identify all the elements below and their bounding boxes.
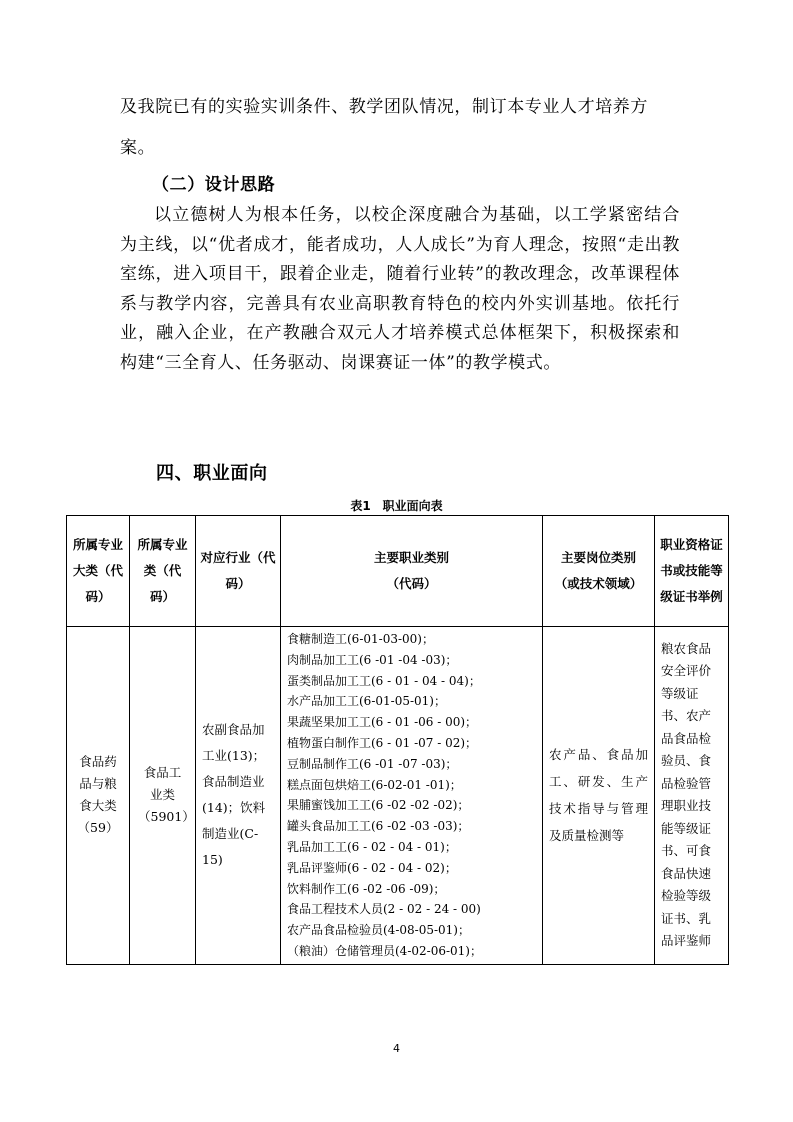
occupation-item: 罐头食品加工工(6 -02 -03 -03)； — [287, 819, 470, 834]
occupation-item: 蛋类制品加工工(6 - 01 - 04 - 04)； — [287, 673, 481, 688]
occupation-item: 果脯蜜饯加工工(6 -02 -02 -02)； — [287, 798, 470, 813]
occupation-item: 水产品加工工(6-01-05-01)； — [287, 694, 446, 709]
header-certificate: 职业资格证书或技能等级证书举例 — [655, 516, 729, 627]
occupation-item: 豆制品制作工(6 -01 -07 -03)； — [287, 756, 458, 771]
header-occupation: 主要职业类别 （代码） — [281, 516, 543, 627]
intro-line-2: 案。 — [120, 138, 156, 158]
table-row — [67, 627, 729, 965]
occupation-item: 乳品加工工(6 - 02 - 04 - 01)； — [287, 839, 457, 854]
occupation-list — [281, 627, 542, 964]
page-number: 4 — [393, 1042, 400, 1055]
header-post: 主要岗位类别 （或技术领域） — [543, 516, 655, 627]
cell-industry: 农副食品加工业(13)；食品制造业(14)；饮料制造业(C-15) — [196, 627, 281, 965]
occupation-item: 糕点面包烘焙工(6-02-01 -01)； — [287, 777, 462, 792]
design-paragraph-text: 以立德树人为根本任务，以校企深度融合为基础，以工学紧密结合为主线，以“优者成才，能者成功，人人成长”为育人理念，按照“走出教室练，进入项目干，跟着企业走，随着行业转”的教改理念，改革课程体系与教学内容，完善具有农业高职教育特色的校内外实训基地。依托行业，融入企业，在产教融合双元人才培养模式总体框架下，积极探索和构建“三全育人、任务驱动、岗课赛证一体”的教学模式。 — [120, 205, 680, 373]
occupation-item: 乳品评鉴师(6 - 02 - 04 - 02)； — [287, 860, 457, 875]
header-major-class: 所属专业类（代码） — [130, 516, 196, 627]
cell-certificates: 粮农食品安全评价等级证书、农产品食品检验员、食品检验管理职业技能等级证书、可食食品快速检验等级证书、乳品评鉴师 — [655, 627, 729, 965]
table-caption: 表1 职业面向表 — [350, 499, 443, 513]
cell-posts: 农产品、食品加工、研发、生产技术指导与管理及质量检测等 — [543, 627, 655, 965]
occupation-item: 肉制品加工工(6 -01 -04 -03)； — [287, 652, 458, 667]
intro-line-1: 及我院已有的实验实训条件、教学团队情况，制订本专业人才培养方 — [120, 97, 648, 117]
header-major-category: 所属专业大类（代码） — [67, 516, 130, 627]
occupation-item: 农产品食品检验员(4-08-05-01)； — [287, 923, 470, 938]
occupation-item: 植物蛋白制作工(6 - 01 -07 - 02)； — [287, 735, 478, 750]
cell-major-class: 食品工业类（5901） — [130, 627, 196, 965]
occupation-item: 食糖制造工(6-01-03-00)； — [287, 632, 434, 646]
career-orientation-table — [66, 515, 729, 965]
occupation-item: 食品工程技术人员(2 - 02 - 24 - 00) — [287, 902, 481, 917]
occupation-item: （粮油）仓储管理员(4-02-06-01)； — [287, 943, 482, 958]
section-design-title: （二）设计思路 — [152, 175, 276, 195]
occupation-item: 果蔬坚果加工工(6 - 01 -06 - 00)； — [287, 715, 478, 730]
cell-occupations — [281, 627, 543, 965]
occupation-item: 饮料制作工(6 -02 -06 -09)； — [287, 881, 446, 896]
cell-major-category: 食品药品与粮食大类（59） — [67, 627, 130, 965]
table-header-row — [67, 516, 729, 627]
design-paragraph — [120, 201, 680, 379]
header-industry: 对应行业（代码） — [196, 516, 281, 627]
section-four-title: 四、职业面向 — [156, 463, 268, 484]
